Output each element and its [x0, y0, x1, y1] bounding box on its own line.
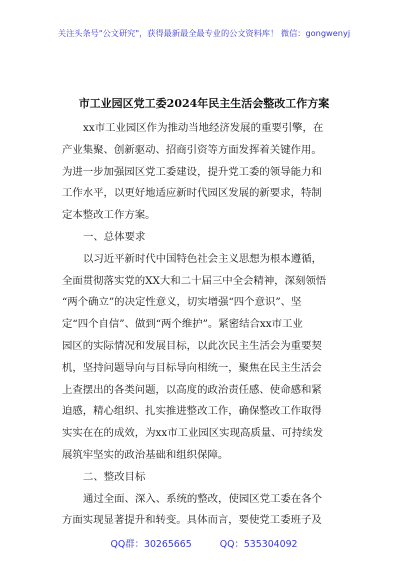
footer-contact-banner [0, 536, 408, 550]
text-line: 方面实现显著提升和转变。具体而言，要使党工委班子及 [62, 514, 322, 527]
text-line: xx市工业园区作为推动当地经济发展的重要引擎，在 [83, 122, 324, 134]
text-line: 展筑牢坚实的政治基础和组织保障。 [62, 448, 229, 461]
text-line: “两个确立”的决定性意义，切实增强“四个意识”、坚 [62, 296, 302, 309]
text-line: 全面贯彻落实党的XX大和二十届三中全会精神，深刻领悟 [62, 274, 327, 287]
text-line: 定“四个自信”、做到“两个维护”。紧密结合xx市工业 [62, 318, 303, 331]
general-requirements-paragraph [62, 249, 350, 467]
header-promo-banner: 关注头条号"公文研究"，获得最新最全最专业的公文资料库！ 微信：gongwenyj [57, 28, 351, 38]
text-line: 园区的实际情况和发展目标，以此次民主生活会为重要契 [62, 339, 322, 352]
footer-qq-group: QQ群：30265665 [110, 539, 192, 550]
text-line: 通过全面、深入、系统的整改，使园区党工委在各个 [83, 492, 322, 505]
text-line: 迫感，精心组织、扎实推进整改工作，确保整改工作取得 [62, 405, 322, 418]
text-line: 机，坚持问题导向与目标导向相统一，聚焦在民主生活会 [62, 361, 322, 374]
text-line: 产业集聚、创新驱动、招商引资等方面发挥着关键作用。 [62, 143, 322, 156]
document-title: 市工业园区党工委2024年民主生活会整改工作方案 [78, 97, 330, 110]
section-heading-rectification-goals: 二、整改目标 [83, 470, 146, 483]
text-line: 以习近平新时代中国特色社会主义思想为根本遵循， [83, 252, 322, 265]
text-line: 上查摆出的各类问题，以高度的政治责任感、使命感和紧 [62, 383, 322, 396]
text-line: 为进一步加强园区党工委建设，提升党工委的领导能力和 [62, 165, 322, 178]
text-line: 定本整改工作方案。 [62, 209, 156, 222]
rectification-goals-paragraph [62, 489, 350, 533]
footer-qq-number: QQ：535304092 [219, 539, 298, 550]
text-line: 工作水平，以更好地适应新时代园区发展的新要求，特制 [62, 187, 322, 200]
section-heading-general-requirements: 一、总体要求 [83, 230, 146, 243]
document-body [62, 118, 350, 532]
text-line: 实实在在的成效，为xx市工业园区实现高质量、可持续发 [62, 427, 324, 440]
intro-paragraph [62, 118, 350, 227]
